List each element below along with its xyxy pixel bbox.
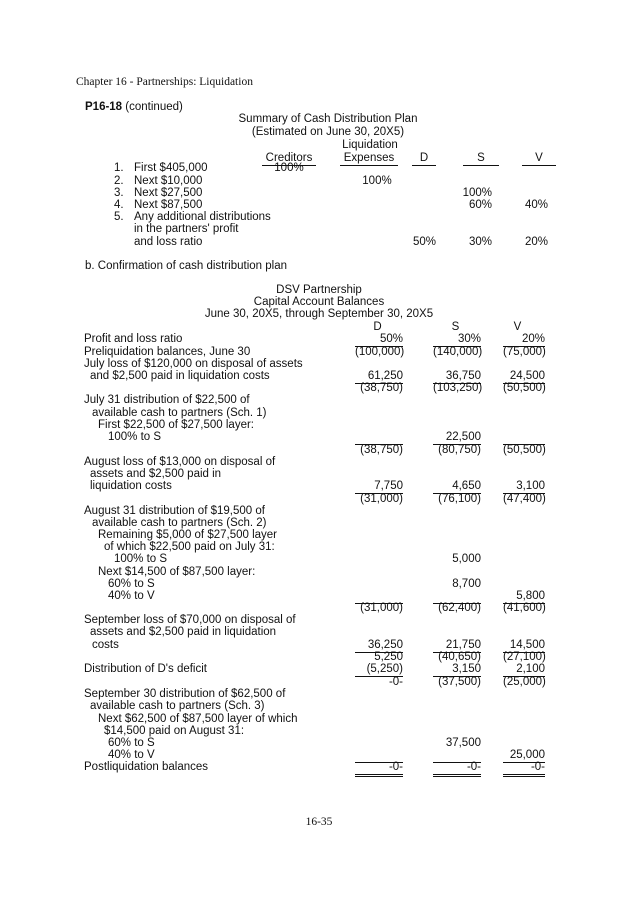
capital-row-v: 20% bbox=[503, 333, 545, 347]
capital-row-desc: Preliquidation balances, June 30 bbox=[84, 346, 251, 358]
capital-row-desc: 100% to S bbox=[114, 553, 168, 565]
capital-row-desc: September 30 distribution of $62,500 of bbox=[84, 688, 286, 700]
capital-row-desc: Remaining $5,000 of $27,500 layer bbox=[98, 529, 278, 541]
capital-row-desc: available cash to partners (Sch. 2) bbox=[92, 517, 267, 529]
plan-col-creditors: Creditors bbox=[262, 152, 316, 166]
capital-row-v: (27,100) bbox=[503, 651, 546, 663]
capital-row-v: (75,000) bbox=[503, 346, 546, 358]
capital-row-v: 14,500 bbox=[503, 639, 545, 653]
plan-row-v: 20% bbox=[524, 236, 548, 248]
plan-row-desc: Next $87,500 bbox=[134, 199, 203, 211]
capital-row-d: 7,750 bbox=[355, 480, 403, 494]
plan-col-s: S bbox=[463, 152, 499, 166]
capital-row-s: 21,750 bbox=[433, 639, 481, 653]
plan-row-creditors: 100% bbox=[274, 162, 304, 174]
capital-row-desc: assets and $2,500 paid in liquidation bbox=[90, 626, 277, 638]
plan-row-number: 1. bbox=[114, 162, 124, 174]
plan-row-s: 100% bbox=[462, 187, 492, 199]
capital-row-d: (100,000) bbox=[355, 346, 405, 358]
capital-row-s: (40,650) bbox=[438, 651, 481, 663]
capital-row-desc: available cash to partners (Sch. 3) bbox=[90, 700, 265, 712]
chapter-header: Chapter 16 - Partnerships: Liquidation bbox=[76, 76, 253, 88]
capital-row-desc: $14,500 paid on August 31: bbox=[104, 725, 245, 737]
capital-row-s: 22,500 bbox=[433, 431, 481, 445]
plan-row-liquidation: 100% bbox=[362, 175, 392, 187]
plan-row-number: 4. bbox=[114, 199, 124, 211]
capital-title: DSV Partnership bbox=[276, 284, 362, 296]
capital-row-v: (41,600) bbox=[503, 602, 546, 614]
capital-row-s: (62,400) bbox=[438, 602, 481, 614]
problem-heading bbox=[85, 101, 183, 114]
capital-row-s: 5,000 bbox=[452, 553, 481, 565]
capital-row-s: 36,750 bbox=[433, 370, 481, 384]
plan-row-desc: Next $10,000 bbox=[134, 175, 203, 187]
plan-subtitle: (Estimated on June 30, 20X5) bbox=[251, 126, 405, 138]
capital-row-v: (47,400) bbox=[503, 493, 546, 505]
capital-row-desc: Next $62,500 of $87,500 layer of which bbox=[98, 713, 298, 725]
plan-title: Summary of Cash Distribution Plan bbox=[238, 113, 418, 125]
capital-row-desc: August loss of $13,000 on disposal of bbox=[84, 456, 276, 468]
capital-row-desc: Distribution of D's deficit bbox=[84, 663, 207, 675]
plan-row-number: 2. bbox=[114, 175, 124, 187]
capital-row-desc: 100% to S bbox=[108, 431, 162, 443]
plan-row-desc: Next $27,500 bbox=[134, 187, 203, 199]
plan-row-number: 3. bbox=[114, 187, 124, 199]
capital-row-d bbox=[355, 431, 403, 445]
capital-row-d: (38,750) bbox=[360, 444, 403, 456]
capital-row-desc: Next $14,500 of $87,500 layer: bbox=[98, 566, 256, 578]
capital-row-v: 24,500 bbox=[503, 370, 545, 384]
plan-row-s: 60% bbox=[468, 199, 492, 211]
capital-row-desc: of which $22,500 paid on July 31: bbox=[104, 541, 275, 553]
plan-row-desc: Any additional distributions bbox=[134, 211, 271, 223]
capital-row-d: 5,250 bbox=[374, 651, 403, 663]
section-b-label: b. Confirmation of cash distribution plan bbox=[85, 260, 287, 272]
capital-row-d: (38,750) bbox=[360, 382, 403, 394]
capital-row-d: 50% bbox=[355, 333, 403, 347]
capital-row-s: (140,000) bbox=[433, 346, 483, 358]
capital-row-desc: liquidation costs bbox=[90, 480, 172, 492]
capital-row-desc: August 31 distribution of $19,500 of bbox=[84, 505, 265, 517]
capital-row-desc: 60% to S bbox=[108, 578, 155, 590]
capital-row-desc: assets and $2,500 paid in bbox=[90, 468, 222, 480]
problem-number: P16-18 bbox=[85, 101, 123, 113]
capital-row-desc: 40% to V bbox=[108, 749, 155, 761]
plan-col-d: D bbox=[412, 152, 436, 166]
capital-col-d: D bbox=[373, 321, 382, 333]
capital-row-d: (31,000) bbox=[360, 493, 403, 505]
capital-row-desc: July loss of $120,000 on disposal of assets bbox=[84, 358, 303, 370]
capital-row-desc: Profit and loss ratio bbox=[84, 333, 183, 345]
plan-row-d: 50% bbox=[412, 236, 436, 248]
capital-row-s: 4,650 bbox=[433, 480, 481, 494]
capital-row-d: 36,250 bbox=[355, 639, 403, 653]
plan-row-desc: in the partners' profit bbox=[134, 223, 239, 235]
capital-row-d: -0- bbox=[388, 676, 403, 688]
capital-row-s: (37,500) bbox=[438, 676, 481, 688]
capital-period: June 30, 20X5, through September 30, 20X5 bbox=[204, 308, 434, 320]
capital-row-s: (103,250) bbox=[433, 382, 483, 394]
capital-row-v: (25,000) bbox=[503, 676, 546, 688]
problem-continued: (continued) bbox=[125, 101, 183, 113]
capital-row-desc: and $2,500 paid in liquidation costs bbox=[90, 370, 270, 382]
capital-subtitle: Capital Account Balances bbox=[253, 296, 385, 308]
capital-row-desc: 60% to S bbox=[108, 737, 155, 749]
capital-row-v: 2,100 bbox=[503, 663, 545, 677]
plan-row-s: 30% bbox=[468, 236, 492, 248]
page-number: 16-35 bbox=[305, 816, 333, 828]
capital-row-v: 3,100 bbox=[503, 480, 545, 494]
plan-col-liquidation-expenses: Expenses bbox=[340, 152, 398, 166]
capital-row-v: 25,000 bbox=[503, 749, 545, 763]
capital-row-s: (80,750) bbox=[438, 444, 481, 456]
capital-row-desc: First $22,500 of $27,500 layer: bbox=[98, 419, 254, 431]
capital-row-s: 3,150 bbox=[433, 663, 481, 677]
plan-row-desc: and loss ratio bbox=[134, 236, 203, 248]
plan-row-number: 5. bbox=[114, 211, 124, 223]
capital-col-v: V bbox=[513, 321, 522, 333]
capital-row-v: (50,500) bbox=[503, 382, 546, 394]
plan-col-v: V bbox=[522, 152, 556, 166]
capital-row-v: -0- bbox=[503, 761, 545, 777]
capital-row-desc: costs bbox=[92, 639, 119, 651]
capital-row-s: 30% bbox=[433, 333, 481, 347]
capital-col-s: S bbox=[451, 321, 460, 333]
capital-row-s: -0- bbox=[433, 761, 481, 777]
capital-row-s: (76,100) bbox=[438, 493, 481, 505]
capital-row-v: 5,800 bbox=[503, 590, 545, 604]
capital-row-desc: available cash to partners (Sch. 1) bbox=[92, 407, 267, 419]
capital-row-v: (50,500) bbox=[503, 444, 546, 456]
capital-row-v bbox=[503, 431, 545, 445]
capital-row-d: 61,250 bbox=[355, 370, 403, 384]
capital-row-desc: September loss of $70,000 on disposal of bbox=[84, 614, 296, 626]
plan-row-v: 40% bbox=[524, 199, 548, 211]
capital-row-desc: Postliquidation balances bbox=[84, 761, 209, 773]
plan-row-desc: First $405,000 bbox=[134, 162, 208, 174]
capital-row-desc: July 31 distribution of $22,500 of bbox=[84, 394, 250, 406]
capital-row-desc: 40% to V bbox=[108, 590, 155, 602]
capital-row-s: 8,700 bbox=[452, 578, 481, 590]
capital-row-d: (31,000) bbox=[360, 602, 403, 614]
capital-row-d: (5,250) bbox=[355, 663, 403, 677]
plan-col-liquidation-top: Liquidation bbox=[342, 139, 398, 151]
capital-row-d: -0- bbox=[355, 761, 403, 777]
capital-row-s: 37,500 bbox=[445, 737, 481, 749]
